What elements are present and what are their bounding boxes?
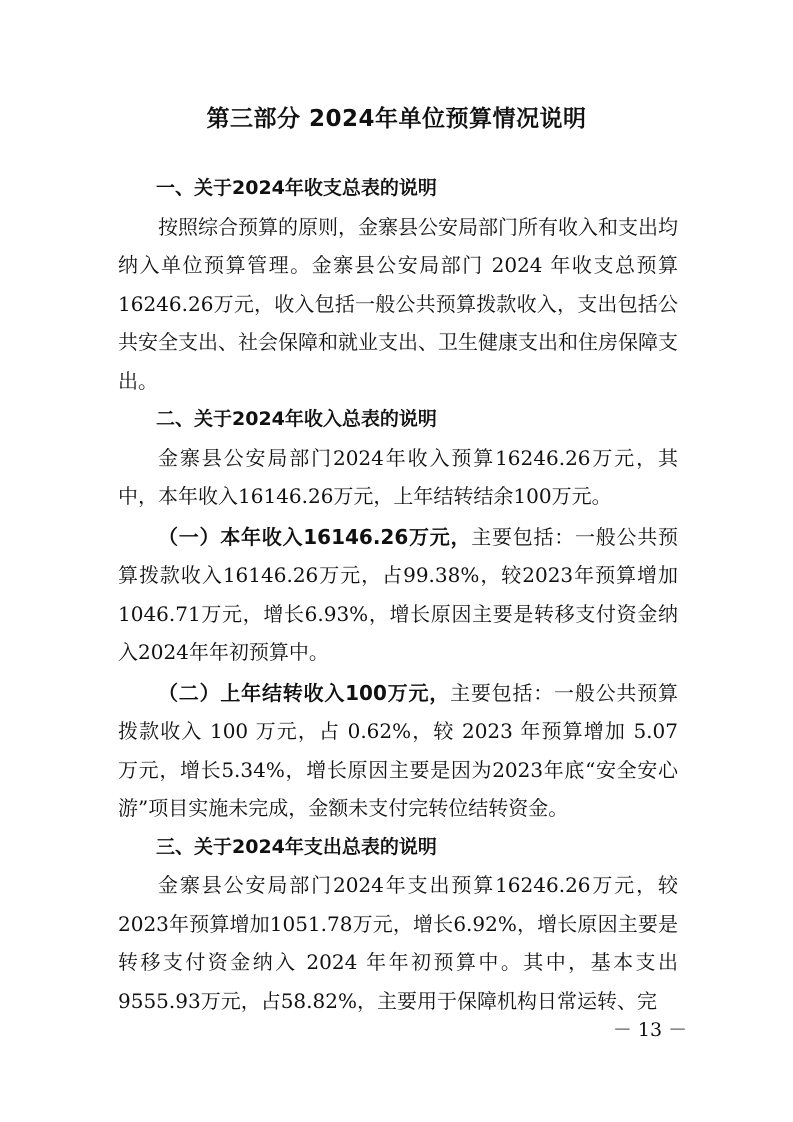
income-item-2-lead: （二）上年结转收入100万元，	[158, 680, 451, 705]
income-item-2-text: 主要包括：一般公共预算拨款收入 100 万元，占 0.62%，较 2023 年预算增加 5.07 万元，增长5.34%，增长原因主要是因为2023年底“安全安心游”项目实施未完成，金额未支付完转位结转资金。	[118, 680, 679, 820]
section-heading-1: 一、关于2024年收支总表的说明	[156, 177, 437, 199]
income-item-1-text: 主要包括：一般公共预算拨款收入16146.26万元，占99.38%，较2023年预算增加1046.71万元，增长6.93%，增长原因主要是转移支付资金纳入2024年年初预算中。	[118, 524, 679, 664]
income-item-1	[118, 518, 678, 672]
income-item-1-lead: （一）本年收入16146.26万元，	[158, 524, 472, 549]
page-title: 第三部分 2024年单位预算情况说明	[206, 106, 587, 132]
section-heading-3: 三、关于2024年支出总表的说明	[156, 835, 437, 858]
section-heading-2: 二、关于2024年收入总表的说明	[156, 408, 437, 430]
section-paragraph-2: 金寨县公安局部门2024年收入预算16246.26万元，其中，本年收入16146.26万元，上年结转结余100万元。	[118, 445, 678, 508]
income-item-2	[118, 674, 678, 828]
document-body	[118, 169, 678, 1020]
page-number: － 13 －	[612, 1019, 688, 1041]
section-paragraph-3: 金寨县公安局部门2024年支出预算16246.26万元，较2023年预算增加1051.78万元，增长6.92%，增长原因主要是转移支付资金纳入 2024 年年初预算中。其中，基本支出9555.93万元，占58.82%，主要用于保障机构日常运转、完	[118, 873, 678, 1013]
section-paragraph-1: 按照综合预算的原则，金寨县公安局部门所有收入和支出均纳入单位预算管理。金寨县公安局部门 2024 年收支总预算16246.26万元，收入包括一般公共预算拨款收入，支出包括公共安全支出、社会保障和就业支出、卫生健康支出和住房保障支出。	[118, 214, 678, 393]
